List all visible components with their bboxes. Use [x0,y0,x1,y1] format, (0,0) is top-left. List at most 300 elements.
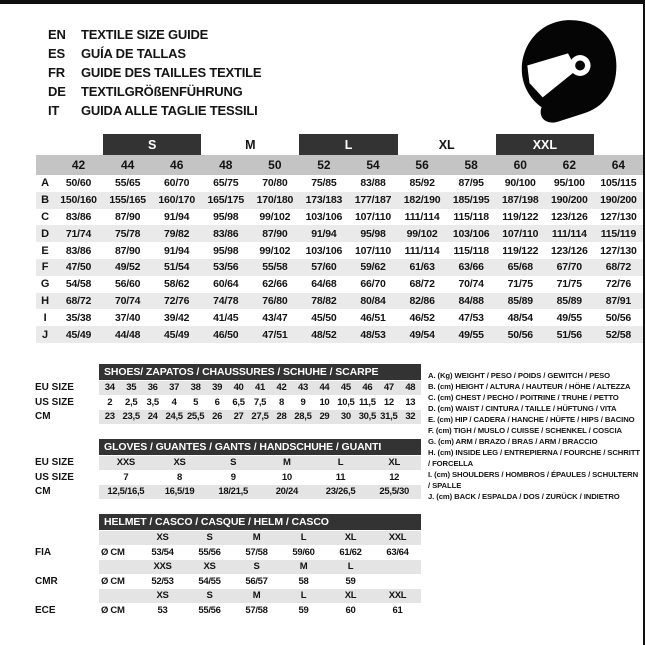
gloves-cm-row [35,485,421,499]
helmet-value: 53 [157,604,168,616]
size-cell: 53/56 [213,261,239,274]
size-cell: 47/53 [458,311,484,324]
shoe-size: 27 [233,411,244,423]
size-cell: 87/90 [114,210,141,223]
size-cell: 190/200 [600,194,637,207]
size-cell: 64/68 [311,278,337,291]
shoe-size: 28,5 [294,411,312,423]
helmet-size: XXL [388,532,407,544]
helmet-size: XXS [153,561,172,573]
size-cell: 66/70 [360,278,386,291]
size-cell: 119/122 [502,244,539,257]
shoe-size: 47 [383,382,394,394]
lang-row-en [48,25,261,44]
size-cell: 62/66 [262,278,288,291]
helmet-cmr-values [35,575,421,589]
size-cell: 76/80 [262,294,288,307]
measurement-legend [428,370,641,502]
helmet-size: L [347,561,354,573]
shoe-size: 48 [405,382,416,394]
size-cell: 74/78 [213,294,239,307]
helmet-size: XS [156,590,169,602]
size-cell: 48/53 [360,328,386,341]
row-label: CM [35,486,51,498]
glove-size: 7 [123,471,129,483]
size-cell: 83/88 [360,177,386,190]
shoe-size: 37 [169,382,180,394]
lang-code: FR [48,65,65,80]
size-cell: 91/94 [311,227,337,240]
shoe-size: 44 [319,382,330,394]
glove-size: 8 [177,471,182,483]
helmet-title: HELMET / CASCO / CASQUE / HELM / CASCO [99,514,421,530]
row-label: J [42,328,48,341]
gloves-eu-row [35,456,421,470]
size-cell: 61/63 [409,261,435,274]
shoe-size: 38 [190,382,201,394]
shoe-size: 46 [362,382,373,394]
size-cell: 105/115 [600,177,637,190]
glove-size: 18/21,5 [218,486,248,498]
size-cell: 52/58 [605,328,632,341]
size-cell: 111/114 [404,244,440,257]
size-cell: 50/60 [65,177,92,190]
shoe-size: 23 [104,411,115,423]
helmet-value: 59 [298,604,309,616]
glove-size: 12 [389,471,400,483]
size-cell: 72/76 [605,278,632,291]
size-cell: 50/56 [605,311,632,324]
size-col: 44 [120,158,135,172]
size-cell: 85/89 [556,294,582,307]
size-cell: 99/102 [259,210,291,223]
row-label: I [43,311,47,324]
size-cell: 95/100 [553,177,585,190]
helmet-size: M [252,590,261,602]
legend-item-i: I. (cm) SHOULDERS / HOMBROS / ÉPAULES / SCHULTERN / SPALLE [428,470,639,490]
table-row-c [36,209,643,226]
size-cell: 82/86 [409,294,435,307]
shoe-size: 40 [233,382,244,394]
shoe-size: 42 [276,382,287,394]
size-cell: 91/94 [164,210,190,223]
table-row-a [36,175,643,192]
size-cell: 90/100 [504,177,536,190]
legend-item-c: C. (cm) CHEST / PECHO / POITRINE / TRUHE / PETTO [428,393,619,402]
helmet-value: 55/56 [198,546,221,558]
glove-size: 16,5/19 [164,486,195,498]
size-cell: 70/74 [458,278,484,291]
helmet-size: M [252,532,261,544]
table-row-h [36,293,643,310]
size-cell: 115/118 [453,244,489,257]
size-cell: 91/94 [164,244,190,257]
shoe-size: 7,5 [253,396,267,408]
size-col: 46 [170,158,184,172]
size-group-s: S [103,134,201,155]
helmet-cmr-sizes [35,560,421,574]
helmet-ece-sizes [35,589,421,603]
shoe-size: 36 [147,382,158,394]
glove-size: M [283,457,291,469]
glove-size: 10 [281,471,292,483]
helmet-ece-values [35,604,421,618]
row-label: E [41,244,49,257]
lang-title: GUIDE DES TAILLES TEXTILE [81,65,262,80]
size-cell: 47/51 [262,328,288,341]
size-cell: 99/102 [259,244,291,257]
size-cell: 67/70 [556,261,582,274]
lang-title: GUIDA ALLE TAGLIE TESSILI [81,103,258,118]
table-row-e [36,242,643,259]
size-cell: 41/45 [213,311,239,324]
size-col: 62 [562,158,576,172]
size-cell: 44/48 [114,328,141,341]
shoe-size: 12 [383,396,394,408]
size-col: 48 [219,158,233,172]
helmet-value: 55/56 [198,604,221,616]
size-group-m: M [245,137,256,152]
size-cell: 45/50 [311,311,337,324]
size-cell: 87/90 [114,244,141,257]
diameter-unit: Ø CM [101,575,125,587]
size-cell: 107/110 [502,227,539,240]
row-label: F [41,261,49,274]
glove-size: XXS [116,457,135,469]
size-cell: 160/170 [158,194,195,207]
row-label: EU SIZE [35,382,74,394]
table-row-g [36,276,643,293]
shoe-size: 26 [212,411,223,423]
row-label: A [41,177,49,190]
table-row-f [36,259,643,276]
glove-size: 11 [335,471,346,483]
size-col: 56 [415,158,429,172]
size-cell: 103/106 [305,244,343,257]
size-cell: 83/86 [65,210,92,223]
table-row-j [36,326,643,343]
shoe-size: 9 [300,396,306,408]
size-cell: 103/106 [452,227,490,240]
shoe-size: 34 [104,382,115,394]
helmet-value: 56/57 [245,575,268,587]
size-cell: 35/38 [65,311,92,324]
size-cell: 59/62 [360,261,386,274]
size-cell: 70/74 [114,294,141,307]
lang-row-de [48,82,261,101]
size-cell: 182/190 [403,194,441,207]
helmet-value: 59 [345,575,356,587]
shoe-size: 27,5 [251,411,269,423]
shoe-size: 30 [340,411,351,423]
size-cell: 103/106 [305,210,343,223]
helmet-size: S [253,561,260,573]
size-cell: 95/98 [360,227,386,240]
size-cell: 150/160 [60,194,97,207]
size-cell: 85/92 [409,177,435,190]
shoe-size: 6 [214,396,220,408]
size-cell: 51/54 [164,261,190,274]
shoe-size: 30,5 [358,411,376,423]
size-cell: 78/82 [311,294,337,307]
size-cell: 60/70 [164,177,190,190]
size-cell: 46/51 [360,311,386,324]
gloves-title: GLOVES / GUANTES / GANTS / HANDSCHUHE / GUANTI [99,439,421,455]
size-cell: 115/118 [453,210,489,223]
helmet-value: 52/53 [151,575,174,587]
size-cell: 49/54 [409,328,435,341]
helmet-value: 60 [345,604,356,616]
lang-row-fr [48,63,261,82]
shoe-size: 24,5 [165,411,183,423]
glove-size: S [230,457,237,469]
size-cell: 50/56 [507,328,533,341]
lang-row-it [48,101,261,120]
shoe-size: 10,5 [337,396,355,408]
helmet-size: S [206,590,213,602]
helmet-size: XS [203,561,216,573]
size-cell: 45/49 [65,328,92,341]
row-label: US SIZE [35,396,74,408]
lang-title: GUÍA DE TALLAS [81,46,186,61]
glove-size: L [337,457,344,469]
shoe-size: 25,5 [186,411,205,423]
size-cell: 46/52 [409,311,435,324]
table-row-b [36,192,643,209]
glove-size: 9 [230,471,236,483]
shoe-size: 10 [319,396,330,408]
size-cell: 54/58 [65,278,92,291]
size-group-xxl: XXL [496,134,594,155]
shoe-size: 45 [340,382,351,394]
row-label: CMR [35,575,58,587]
legend-item-f: F. (cm) TIGH / MUSLO / CUISSE / SCHENKEL / COSCIA [428,426,622,435]
size-cell: 127/130 [600,210,637,223]
size-cell: 84/88 [458,294,484,307]
size-cell: 80/84 [360,294,386,307]
shoes-title: SHOES/ ZAPATOS / CHAUSSURES / SCHUHE / SCARPE [99,364,421,380]
row-label: G [40,278,50,291]
size-cell: 48/52 [311,328,337,341]
shoe-size: 2,5 [125,396,138,408]
row-label: EU SIZE [35,457,74,469]
shoe-size: 31,5 [380,411,398,423]
size-cell: 57/60 [311,261,337,274]
size-col: 52 [317,158,331,172]
size-cell: 123/126 [551,244,588,257]
row-label: ECE [35,604,56,616]
size-cell: 107/110 [355,210,391,223]
size-cell: 68/72 [65,294,92,307]
legend-item-e: E. (cm) HIP / CADERA / HANCHE / HÜFTE / HIPS / BACINO [428,415,635,424]
size-cell: 49/55 [556,311,582,324]
shoe-size: 4 [171,396,177,408]
size-cell: 63/66 [458,261,484,274]
size-group-l: L [299,134,397,155]
size-cell: 75/85 [311,177,337,190]
size-cell: 65/75 [213,177,239,190]
size-cell: 83/86 [65,244,92,257]
size-cell: 47/50 [65,261,92,274]
helmet-value: 61/62 [339,546,362,558]
shoe-size: 24 [147,411,158,423]
size-cell: 56/60 [114,278,141,291]
gloves-table [35,439,421,499]
shoe-size: 6,5 [232,396,245,408]
size-col: 64 [611,158,626,172]
size-cell: 71/75 [507,278,533,291]
row-label: D [41,227,49,240]
size-cell: 49/55 [458,328,484,341]
size-cell: 95/98 [213,210,239,223]
size-cell: 173/183 [305,194,343,207]
row-label: H [41,294,49,307]
size-cell: 70/80 [262,177,288,190]
size-col: 50 [268,158,282,172]
helmet-value: 57/58 [245,604,268,616]
shoes-table [35,364,421,424]
size-cell: 107/110 [355,244,391,257]
table-row-i [36,309,643,326]
helmet-value: 53/54 [151,546,174,558]
helmet-size: XL [344,532,357,544]
helmet-size: S [206,532,213,544]
lang-title: TEXTILE SIZE GUIDE [81,27,209,42]
size-cell: 43/47 [262,311,288,324]
legend-item-h: H. (cm) INSIDE LEG / ENTREPIERNA / FOURCHE / SCHRITT / FORCELLA [428,448,640,468]
size-cell: 185/195 [452,194,490,207]
helmet-size: M [299,561,308,573]
size-cell: 127/130 [600,244,637,257]
shoes-us-row [35,396,421,410]
size-col: 58 [464,158,478,172]
size-cell: 85/89 [507,294,533,307]
size-cell: 71/75 [556,278,582,291]
lang-title: TEXTILGRÖßENFÜHRUNG [81,84,243,99]
table-row-d [36,225,643,242]
shoe-size: 28 [276,411,287,423]
row-label: B [41,194,49,207]
shoe-size: 29 [319,411,330,423]
size-cell: 55/58 [262,261,288,274]
size-cell: 165/175 [207,194,245,207]
size-cell: 71/74 [65,227,92,240]
helmet-value: 58 [298,575,309,587]
size-cell: 123/126 [551,210,588,223]
size-cell: 83/86 [213,227,239,240]
size-cell: 68/72 [605,261,632,274]
size-cell: 65/68 [507,261,533,274]
size-cell: 39/42 [164,311,190,324]
lang-code: DE [48,84,66,99]
size-cell: 46/50 [213,328,239,341]
size-number-row [36,155,643,175]
helmet-table [35,514,421,617]
helmet-size: XL [344,590,357,602]
helmet-icon [512,16,624,126]
glove-size: 23/26,5 [325,486,356,498]
legend-item-d: D. (cm) WAIST / CINTURA / TAILLE / HÜFTUNG / VITA [428,404,617,413]
shoes-cm-row [35,410,421,424]
helmet-size: XS [156,532,169,544]
shoe-size: 39 [212,382,223,394]
glove-size: XS [173,457,186,469]
size-cell: 187/198 [501,194,539,207]
size-cell: 177/187 [354,194,392,207]
size-cell: 111/114 [404,210,440,223]
lang-code: IT [48,103,60,118]
helmet-value: 59/60 [292,546,315,558]
language-header [48,25,261,120]
helmet-fia-sizes [35,531,421,545]
size-cell: 60/64 [213,278,239,291]
shoes-eu-row [35,381,421,395]
size-col: 60 [513,158,527,172]
size-cell: 58/62 [164,278,190,291]
row-label: C [41,210,49,223]
shoe-size: 43 [297,382,308,394]
legend-item-j: J. (cm) BACK / ESPALDA / DOS / ZURÜCK / INDIETRO [428,492,620,501]
helmet-value: 63/64 [386,546,409,558]
size-cell: 79/82 [164,227,190,240]
row-label: CM [35,411,51,423]
glove-size: 25,5/30 [379,486,409,498]
size-col: 54 [366,158,380,172]
size-cell: 45/49 [164,328,190,341]
size-cell: 155/165 [109,194,146,207]
shoe-size: 23,5 [122,411,140,423]
legend-item-a: A. (Kg) WEIGHT / PESO / POIDS / GEWITCH / PESO [428,371,611,380]
shoe-size: 13 [405,396,416,408]
size-group-xl: XL [438,137,455,152]
helmet-value: 57/58 [245,546,268,558]
row-label: FIA [35,546,52,558]
legend-item-b: B. (cm) HEIGHT / ALTURA / HAUTEUR / HÖHE / ALTEZZA [428,382,631,391]
size-cell: 55/65 [114,177,141,190]
shoe-size: 3,5 [146,396,159,408]
size-cell: 95/98 [213,244,239,257]
helmet-value: 61 [392,604,403,616]
size-group-row [36,134,643,155]
legend-item-g: G. (cm) ARM / BRAZO / BRAS / ARM / BRACCIO [428,437,598,446]
shoe-size: 8 [278,396,284,408]
diameter-unit: Ø CM [101,546,125,558]
helmet-fia-values [35,546,421,560]
gloves-us-row [35,471,421,485]
size-col: 42 [71,158,86,172]
diameter-unit: Ø CM [101,604,125,616]
lang-row-es [48,44,261,63]
size-cell: 87/95 [458,177,484,190]
shoe-size: 35 [126,382,137,394]
shoe-size: 2 [107,396,113,408]
glove-size: 20/24 [275,486,298,498]
size-cell: 87/90 [262,227,288,240]
size-cell: 111/114 [551,227,587,240]
shoe-size: 5 [193,396,199,408]
size-cell: 190/200 [551,194,588,207]
lang-code: ES [48,46,65,61]
size-cell: 170/180 [256,194,294,207]
size-cell: 51/56 [556,328,582,341]
helmet-size: XXL [388,590,407,602]
glove-size: 12,5/16,5 [107,486,145,498]
helmet-value: 54/55 [198,575,221,587]
lang-code: EN [48,27,66,42]
glove-size: XL [388,457,400,469]
size-cell: 37/40 [114,311,141,324]
shoe-size: 11,5 [358,396,376,408]
